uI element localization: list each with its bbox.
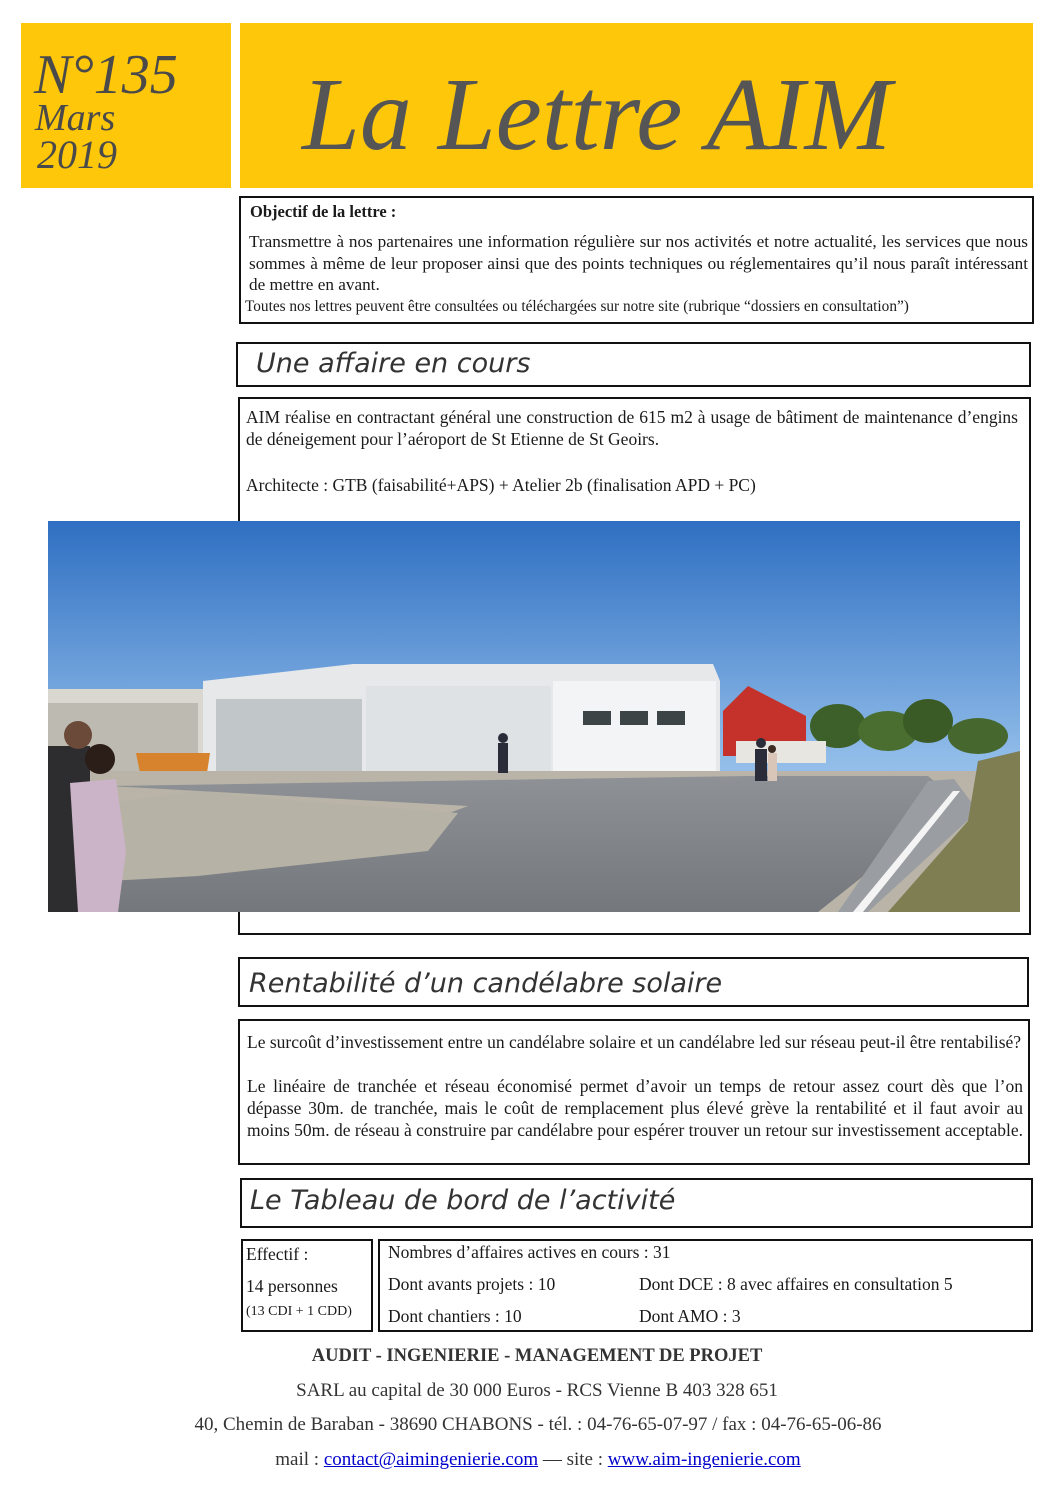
objective-heading: Objectif de la lettre : — [250, 202, 397, 221]
footer-address: 40, Chemin de Baraban - 38690 CHABONS - tél. : 04-76-65-07-97 / fax : 04-76-65-06-86 — [194, 1414, 882, 1435]
site-label: — site : — [542, 1449, 604, 1470]
avant-projets: Dont avants projets : 10 — [388, 1274, 556, 1294]
issue-year: 2019 — [37, 132, 117, 177]
hangar-photo-image — [48, 521, 1020, 912]
issue-month: Mars — [35, 97, 116, 139]
website-link[interactable]: www.aim-ingenierie.com — [607, 1449, 801, 1470]
candelabre-question: Le surcoût d’investissement entre un candélabre solaire et un candélabre led sur réseau peut-il être rentabilisé? — [247, 1032, 1022, 1052]
issue-badge — [21, 23, 231, 188]
effectif-box — [241, 1239, 373, 1332]
candelabre-answer: Le linéaire de tranchée et réseau économisé permet d’avoir un temps de retour assez court dès que l’on dépasse 30m. de tranchée, mais le coût de remplacement plus élevé grève la rentabilité et il faut avoir au moins 50m. de réseau à construire par candélabre pour espérer trouver un retour sur investissement acceptable. — [247, 1076, 1024, 1140]
amo: Dont AMO : 3 — [639, 1306, 741, 1326]
effectif-detail: (13 CDI + 1 CDD) — [246, 1304, 352, 1319]
affaires-actives: Nombres d’affaires actives en cours : 31 — [388, 1242, 671, 1262]
affaire-body: AIM réalise en contractant général une construction de 615 m2 à usage de bâtiment de maintenance d’engins de déneigement pour l’aéroport de St Etienne de St Geoirs. — [246, 407, 1018, 449]
objective-body: Transmettre à nos partenaires une information régulière sur nos activités et notre actualité, les services que nous sommes à même de leur proposer ainsi que des points techniques ou réglementaires qu’il nous paraît intéressant de mettre en avant. — [249, 232, 1028, 294]
mail-label: mail : — [275, 1449, 320, 1470]
footer-tagline: AUDIT - INGENIERIE - MANAGEMENT DE PROJET — [311, 1346, 763, 1366]
section-heading: Une affaire en cours — [256, 348, 531, 379]
effectif-value: 14 personnes — [246, 1276, 338, 1296]
objective-note: Toutes nos lettres peuvent être consultées ou téléchargées sur notre site (rubrique “dossiers en consultation”) — [245, 298, 909, 315]
objective-box — [239, 196, 1034, 324]
affaire-architect: Architecte : GTB (faisabilité+APS) + Atelier 2b (finalisation APD + PC) — [246, 475, 756, 495]
chantiers: Dont chantiers : 10 — [388, 1306, 522, 1326]
email-link[interactable]: contact@aimingenierie.com — [323, 1449, 539, 1470]
header-banner — [240, 23, 1033, 188]
dce: Dont DCE : 8 avec affaires en consultation 5 — [639, 1274, 953, 1294]
newsletter-title: La Lettre AIM — [302, 57, 892, 172]
section-title-affaire — [236, 342, 1031, 387]
affaires-box — [378, 1239, 1033, 1332]
section-title-tableau — [240, 1178, 1033, 1228]
section-heading: Le Tableau de bord de l’activité — [250, 1185, 676, 1216]
project-photo — [48, 521, 1020, 912]
effectif-label: Effectif : — [246, 1244, 309, 1264]
issue-number: N°135 — [34, 44, 178, 106]
section-heading: Rentabilité d’un candélabre solaire — [249, 968, 723, 999]
candelabre-box — [238, 1019, 1030, 1165]
footer-contact — [0, 1449, 1058, 1471]
footer-company: SARL au capital de 30 000 Euros - RCS Vienne B 403 328 651 — [296, 1380, 778, 1401]
section-title-candelabre — [238, 957, 1029, 1007]
